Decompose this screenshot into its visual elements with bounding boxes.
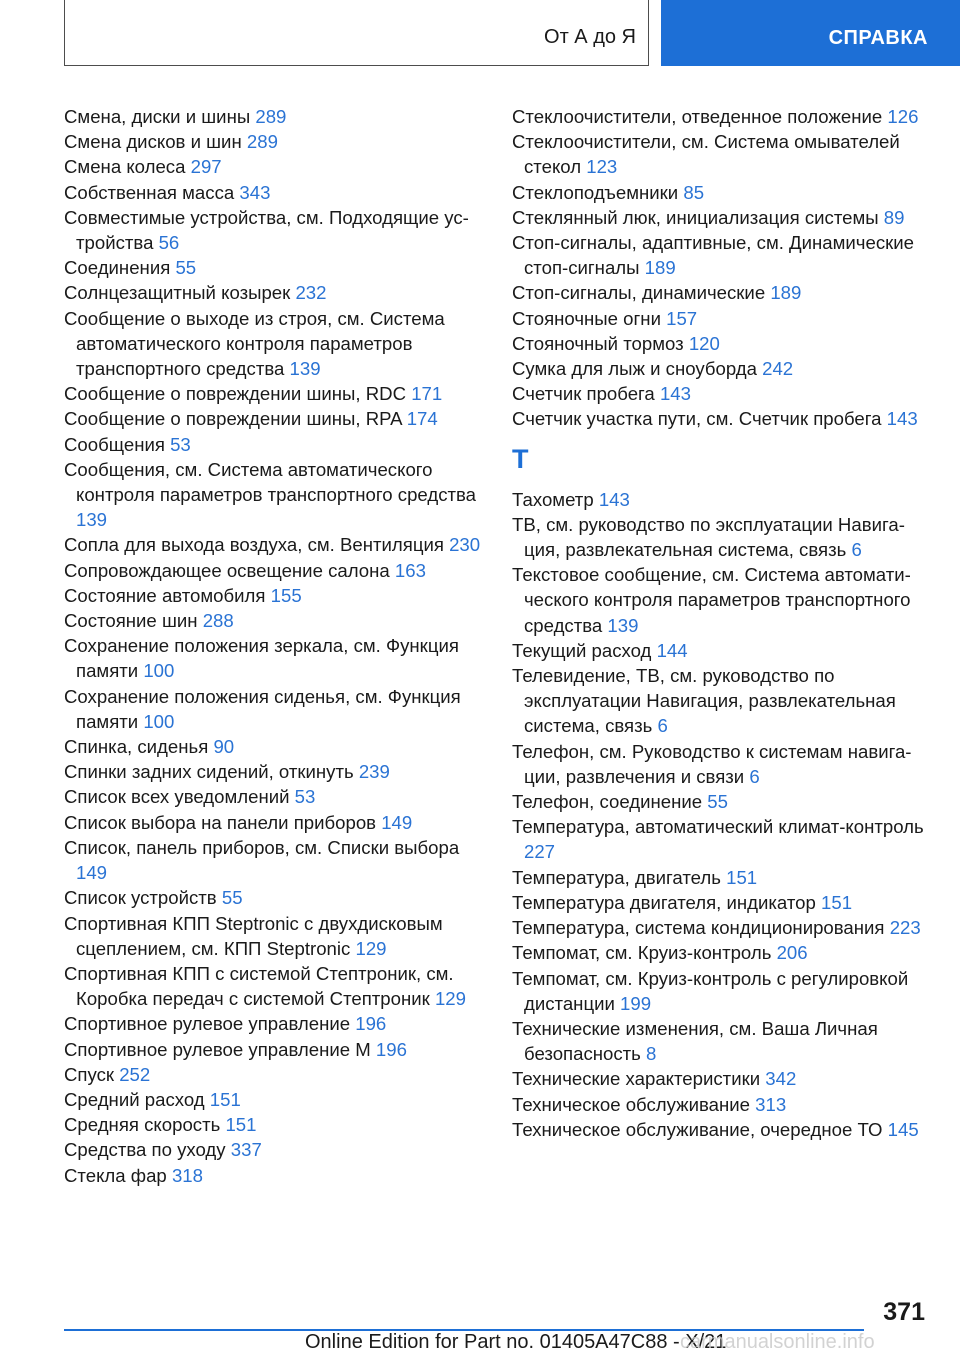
index-entry-text: Список устройств [64,887,217,909]
index-entry [64,784,484,809]
header-section-tab[interactable] [64,0,649,66]
index-entry-text: Спортивное рулевое управление [64,1013,351,1035]
index-entry [512,1117,932,1142]
index-entry-text: Смена дисков и шин [64,131,242,153]
index-entry-text: Телефон, см. Руководство к системам навигации, развлечения и связи [512,740,912,787]
index-entry [512,915,932,940]
index-entry [64,280,484,305]
page-reference-link[interactable]: 189 [644,257,676,279]
page-reference-link[interactable]: 85 [683,181,705,203]
index-entry-text: Текстовое сообщение, см. Система автоматического контроля параметров транспортного средства [512,564,911,636]
page-reference-link[interactable]: 151 [209,1088,241,1110]
index-entry [512,940,932,965]
index-column-left [64,104,484,1188]
index-entry-text: Температура, автоматический климат-контроль [512,816,924,838]
index-entry [512,487,932,512]
index-entry [64,911,484,961]
index-entry-text: Сумка для лыж и сноуборда [512,358,757,380]
page-reference-link[interactable]: 126 [887,106,919,127]
index-entry-text: Текущий расход [512,639,652,661]
page-reference-link[interactable]: 143 [598,488,630,510]
page-reference-link[interactable]: 129 [355,937,387,959]
index-entry [512,1016,932,1066]
index-entry [512,512,932,562]
index-entry-text: Собственная масса [64,181,235,203]
page-reference-link[interactable]: 100 [143,710,175,732]
page-reference-link[interactable]: 6 [657,715,668,737]
index-entry-text: Спуск [64,1063,115,1085]
page-reference-link[interactable]: 151 [225,1114,257,1136]
page-reference-link[interactable]: 289 [246,131,278,153]
index-entry [64,406,484,431]
index-entry [64,180,484,205]
page-reference-link[interactable]: 56 [158,232,180,254]
index-entry-text: Спинки задних сидений, откинуть [64,761,354,783]
page-reference-link[interactable]: 163 [394,559,426,581]
index-entry-text: Техническое обслуживание [512,1093,750,1115]
page-reference-link[interactable]: 206 [776,942,808,964]
index-entry [512,966,932,1016]
page-reference-link[interactable]: 151 [821,891,853,913]
index-entry-text: Средства по уходу [64,1139,226,1161]
index-entry-text: Стеклоочистители, см. Система омывателей стекол [512,131,900,178]
page-reference-link[interactable]: 6 [749,765,760,787]
watermark: carmanualsonline.info [680,1331,875,1353]
page-reference-link[interactable]: 232 [295,282,327,304]
page-reference-link[interactable]: 143 [659,383,691,405]
index-entry [512,331,932,356]
page-reference-link[interactable]: 157 [666,307,698,329]
page-reference-link[interactable]: 242 [762,358,794,380]
index-entry [64,1137,484,1162]
page-reference-link[interactable]: 289 [255,106,287,127]
index-entry-text: Совместимые устройства, см. Подходящие устройства [64,206,469,254]
index-entry-text: Стеклянный люк, инициализация системы [512,206,879,228]
index-entry-text: Температура, двигатель [512,866,721,888]
index-entry [64,810,484,835]
page-reference-link[interactable]: 318 [171,1164,203,1186]
index-entry-text: Список выбора на панели приборов [64,811,377,833]
page-reference-link[interactable]: 139 [289,358,321,380]
index-entry [64,961,484,1011]
index-entry [64,532,484,557]
page-reference-link[interactable]: 196 [375,1038,407,1060]
index-entry-text: Темпомат, см. Круиз-контроль с регулировкой дистанции [512,967,909,1014]
index-entry [64,684,484,734]
index-entry [512,789,932,814]
index-entry [64,835,484,885]
page-reference-link[interactable]: 313 [755,1093,787,1115]
index-entry [64,1087,484,1112]
page-reference-link[interactable]: 55 [221,887,243,909]
index-entry-text: Средняя скорость [64,1114,221,1136]
index-entry-text: Стеклоподъемники [512,181,679,203]
index-entry [512,180,932,205]
index-entry [512,406,932,431]
index-group-t [512,487,932,1142]
index-entry-text: Солнцезащитный козырек [64,282,291,304]
index-entry [512,129,932,179]
index-entry-text: Сообщение о выходе из строя, см. Система автоматического контроля параметров транспортного средства [64,307,445,380]
index-entry [64,558,484,583]
index-entry [512,638,932,663]
index-entry-text: Средний расход [64,1088,205,1110]
page-reference-link[interactable]: 343 [239,181,271,203]
index-entry [64,608,484,633]
index-entry [512,356,932,381]
index-entry-text: Температура, система кондиционирования [512,917,885,939]
page-reference-link[interactable]: 155 [270,584,302,606]
index-entry-text: Технические изменения, см. Ваша Личная безопасность [512,1017,878,1065]
page-reference-link[interactable]: 6 [851,539,862,561]
index-entry-text: Спортивная КПП с системой Стептроник, см. Коробка передач с системой Стептроник [64,962,454,1010]
page-reference-link[interactable]: 227 [524,841,556,863]
page-reference-link[interactable]: 143 [886,408,918,430]
page-reference-link[interactable]: 139 [607,614,639,636]
index-entry [64,129,484,154]
index-entry [512,306,932,331]
index-entry [512,104,932,129]
index-entry [512,230,932,280]
index-entry [64,205,484,255]
page-reference-link[interactable]: 53 [294,786,316,808]
page-reference-link[interactable]: 145 [887,1118,919,1140]
page-reference-link[interactable]: 100 [143,660,175,682]
index-entry [64,104,484,129]
index-entry [64,1037,484,1062]
index-entry-text: Стоп-сигналы, динамические [512,282,766,304]
index-entry-text: Стеклоочистители, отведенное положение [512,106,883,127]
page-number: 371 [883,1298,925,1326]
index-entry [64,381,484,406]
index-entry-text: Спортивная КПП Steptronic с двухдисковым сцеплением, см. КПП Steptronic [64,912,443,959]
page-reference-link[interactable]: 230 [449,534,481,556]
index-entry [64,1163,484,1188]
index-entry [512,1092,932,1117]
index-entry-text: Техническое обслуживание, очередное ТО [512,1118,883,1140]
index-entry-text: Смена колеса [64,156,186,178]
page-reference-link[interactable]: 199 [620,992,652,1014]
page-reference-link[interactable]: 55 [707,791,728,813]
index-group-s [512,104,932,432]
index-entry-text: Стоп-сигналы, адаптивные, см. Динамические стоп-сигналы [512,232,914,279]
index-entry [64,734,484,759]
index-entry [64,154,484,179]
index-column-right [512,104,932,1142]
index-entry [512,280,932,305]
index-entry-text: Счетчик пробега [512,383,655,405]
page-reference-link[interactable]: 123 [586,156,618,178]
index-entry-text: Сохранение положения зеркала, см. Функция памяти [64,635,459,682]
header-chapter-label: СПРАВКА [828,26,928,49]
index-entry-text: Список всех уведомлений [64,786,290,808]
index-entry-text: Тахометр [512,488,594,510]
index-entry [512,890,932,915]
index-entry-text: ТВ, см. руководство по эксплуатации Навигация, развлекательная система, связь [512,513,905,561]
index-entry-text: Соединения [64,257,171,279]
page-reference-link[interactable]: 151 [726,866,758,888]
page-reference-link[interactable]: 189 [770,282,802,304]
page-reference-link[interactable]: 171 [411,383,443,405]
index-entry [64,885,484,910]
footer-edition: Online Edition for Part no. 01405A47C88 - X/21 [305,1331,727,1353]
page-reference-link[interactable]: 239 [358,761,390,783]
index-entry-text: Телефон, соединение [512,791,703,813]
index-entry-text: Состояние автомобиля [64,584,266,606]
index-entry-text: Сообщения, см. Система автоматического контроля параметров транспортного средства [64,458,477,506]
page-reference-link[interactable]: 90 [213,736,235,758]
index-entry [512,381,932,406]
index-entry [512,865,932,890]
index-entry [512,739,932,789]
index-entry [64,1062,484,1087]
page-reference-link[interactable]: 149 [76,862,108,884]
index-entry [64,633,484,683]
index-entry [512,205,932,230]
page-reference-link[interactable]: 342 [765,1068,797,1090]
page-reference-link[interactable]: 139 [76,509,108,531]
index-entry [64,306,484,382]
section-letter-heading: Т [512,443,529,474]
index-entry-text: Телевидение, ТВ, см. руководство по эксплуатации Навигация, развлекательная система, связь [512,665,896,737]
index-entry [512,1066,932,1091]
index-entry [64,255,484,280]
page-reference-link[interactable]: 196 [355,1013,387,1035]
index-entry-text: Температура двигателя, индикатор [512,891,816,913]
index-entry-text: Стояночные огни [512,307,661,329]
index-entry-text: Технические характеристики [512,1068,761,1090]
page-reference-link[interactable]: 129 [434,988,466,1010]
page-reference-link[interactable]: 89 [883,206,905,228]
index-entry-text: Сообщение о повреждении шины, RPA [64,408,402,430]
page-reference-link[interactable]: 223 [889,917,921,939]
index-entry-text: Спинка, сиденья [64,736,209,758]
header-section-label: От А до Я [544,26,636,48]
index-entry [64,432,484,457]
page-reference-link[interactable]: 53 [170,433,191,455]
index-entry-text: Сопла для выхода воздуха, см. Вентиляция [64,534,444,556]
page-reference-link[interactable]: 149 [381,811,413,833]
page-reference-link[interactable]: 337 [230,1139,262,1161]
page-reference-link[interactable]: 297 [190,156,222,178]
header-chapter-tab[interactable] [661,0,960,66]
index-entry-text: Смена, диски и шины [64,106,251,127]
index-entry [64,583,484,608]
page-reference-link[interactable]: 252 [119,1063,151,1085]
page-reference-link[interactable]: 55 [175,257,197,279]
index-entry [64,1011,484,1036]
index-entry [512,562,932,638]
page-reference-link[interactable]: 288 [202,610,234,632]
index-entry-text: Список, панель приборов, см. Списки выбора [64,836,460,858]
index-entry-text: Сообщение о повреждении шины, RDC [64,383,407,405]
index-entry-text: Стекла фар [64,1164,167,1186]
index-entry [64,457,484,533]
index-entry [64,759,484,784]
index-entry-text: Сопровождающее освещение салона [64,559,390,581]
index-entry-text: Сообщения [64,433,165,455]
index-entry-text: Сохранение положения сиденья, см. Функция памяти [64,685,461,732]
index-entry-text: Состояние шин [64,610,198,632]
index-entry-text: Спортивное рулевое управление M [64,1038,371,1060]
index-entry-text: Темпомат, см. Круиз-контроль [512,942,772,964]
page-reference-link[interactable]: 174 [406,408,438,430]
page-reference-link[interactable]: 120 [688,332,720,354]
page-reference-link[interactable]: 8 [646,1043,657,1065]
page-reference-link[interactable]: 144 [656,639,688,661]
index-entry [512,814,932,864]
index-entry-text: Счетчик участка пути, см. Счетчик пробега [512,408,882,430]
index-entry [64,1112,484,1137]
index-entry [512,663,932,739]
index-entry-text: Стояночный тормоз [512,332,684,354]
